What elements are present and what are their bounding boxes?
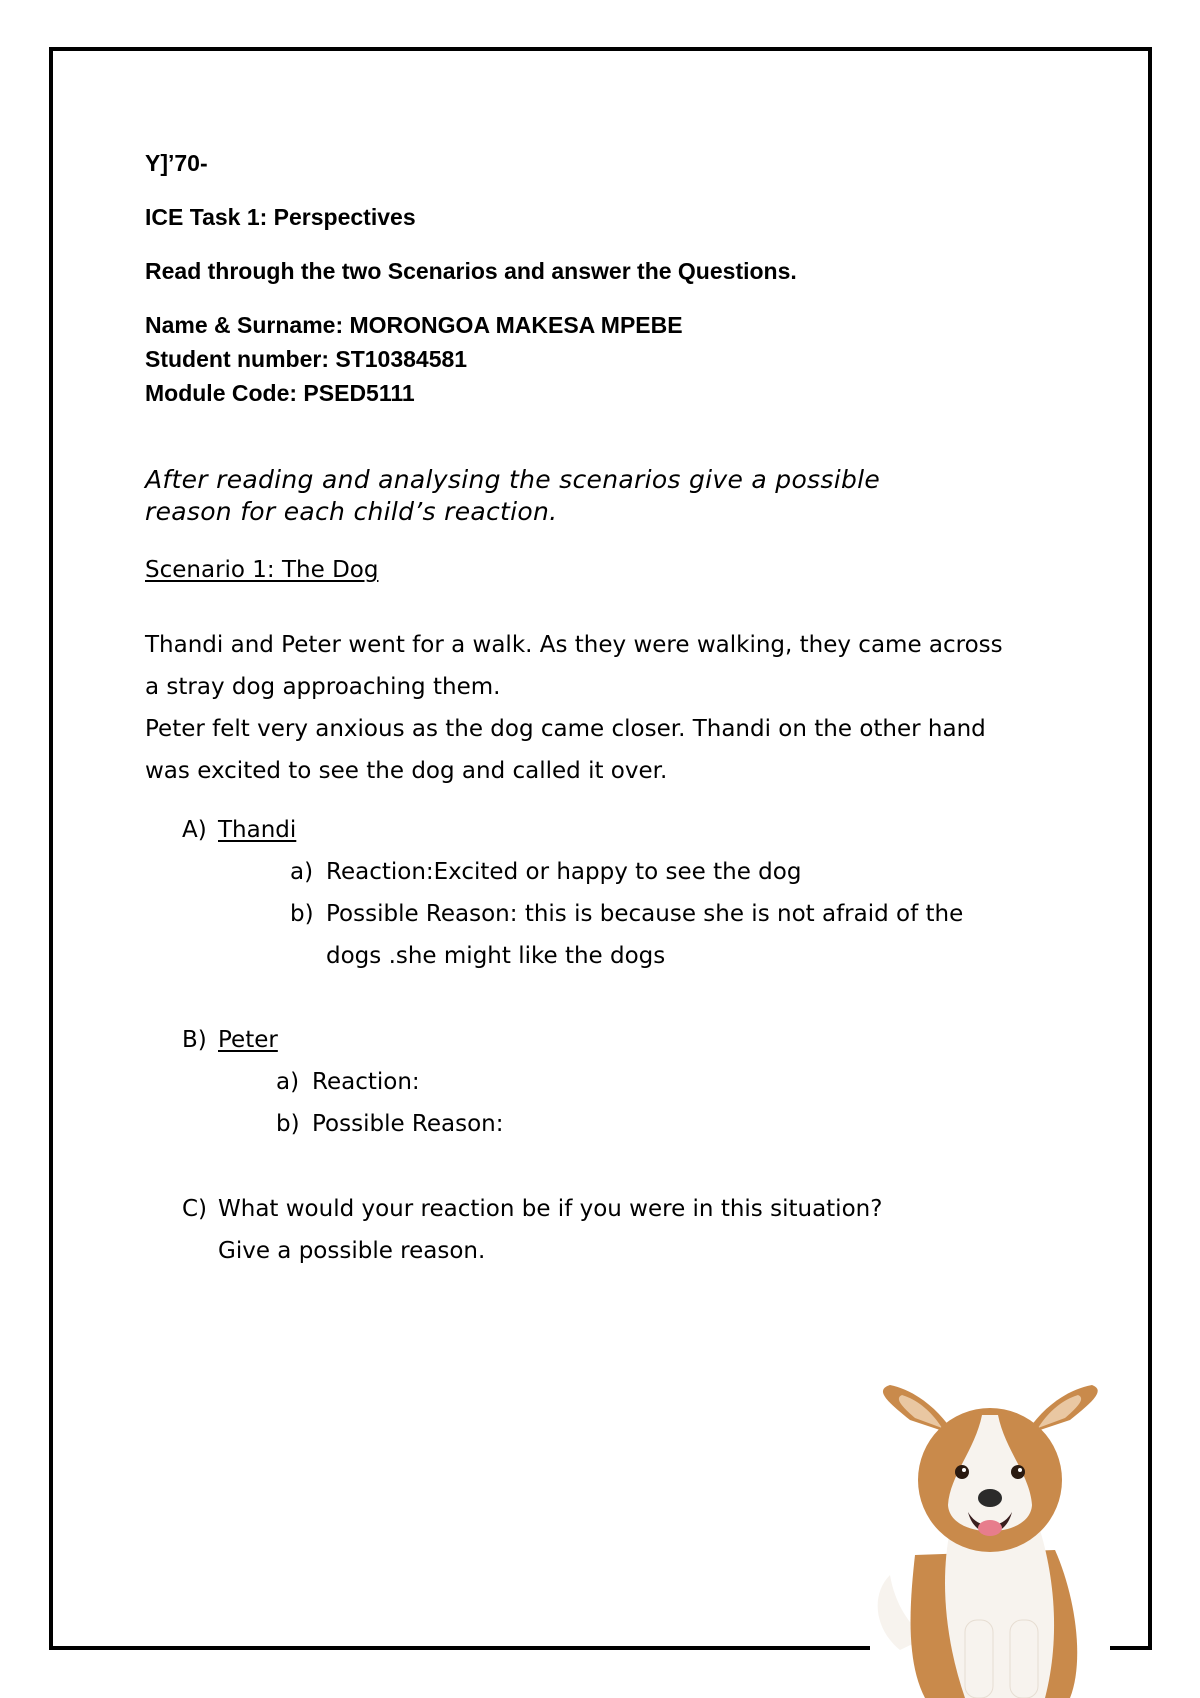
question-b-sub-a-marker: a)	[276, 1069, 300, 1095]
question-b-marker: B)	[182, 1027, 207, 1053]
question-b-reason: Possible Reason:	[312, 1111, 504, 1137]
scenario-paragraph-line: was excited to see the dog and called it over.	[145, 758, 668, 784]
instruction-text: Read through the two Scenarios and answer the Questions.	[145, 258, 797, 284]
prompt-line-2: reason for each child’s reaction.	[145, 497, 558, 526]
name-surname: Name & Surname: MORONGOA MAKESA MPEBE	[145, 312, 683, 338]
task-title: ICE Task 1: Perspectives	[145, 204, 416, 230]
dog-photo-icon	[870, 1380, 1110, 1698]
document-code: Y]’70-	[145, 150, 208, 176]
question-a-marker: A)	[182, 817, 207, 843]
question-a-reason-line-1: Possible Reason: this is because she is not afraid of the	[326, 901, 964, 927]
scenario-paragraph-line: Thandi and Peter went for a walk. As they were walking, they came across	[145, 632, 1003, 658]
question-b-sub-b-marker: b)	[276, 1111, 300, 1137]
question-b-name: Peter	[218, 1027, 278, 1053]
question-c-line-2: Give a possible reason.	[218, 1238, 486, 1264]
question-a-sub-a-marker: a)	[290, 859, 314, 885]
question-a-name: Thandi	[218, 817, 297, 843]
scenario-paragraph-line: a stray dog approaching them.	[145, 674, 501, 700]
module-code: Module Code: PSED5111	[145, 380, 415, 406]
question-c-marker: C)	[182, 1196, 208, 1222]
scenario-paragraph-line: Peter felt very anxious as the dog came closer. Thandi on the other hand	[145, 716, 986, 742]
question-c-line-1: What would your reaction be if you were in this situation?	[218, 1196, 883, 1222]
question-a-reaction: Reaction:Excited or happy to see the dog	[326, 859, 802, 885]
question-a-sub-b-marker: b)	[290, 901, 314, 927]
question-a-reason-line-2: dogs .she might like the dogs	[326, 943, 666, 969]
question-b-reaction: Reaction:	[312, 1069, 420, 1095]
prompt-line-1: After reading and analysing the scenarios give a possible	[145, 465, 881, 494]
scenario-heading: Scenario 1: The Dog	[145, 557, 379, 583]
student-number: Student number: ST10384581	[145, 346, 468, 372]
